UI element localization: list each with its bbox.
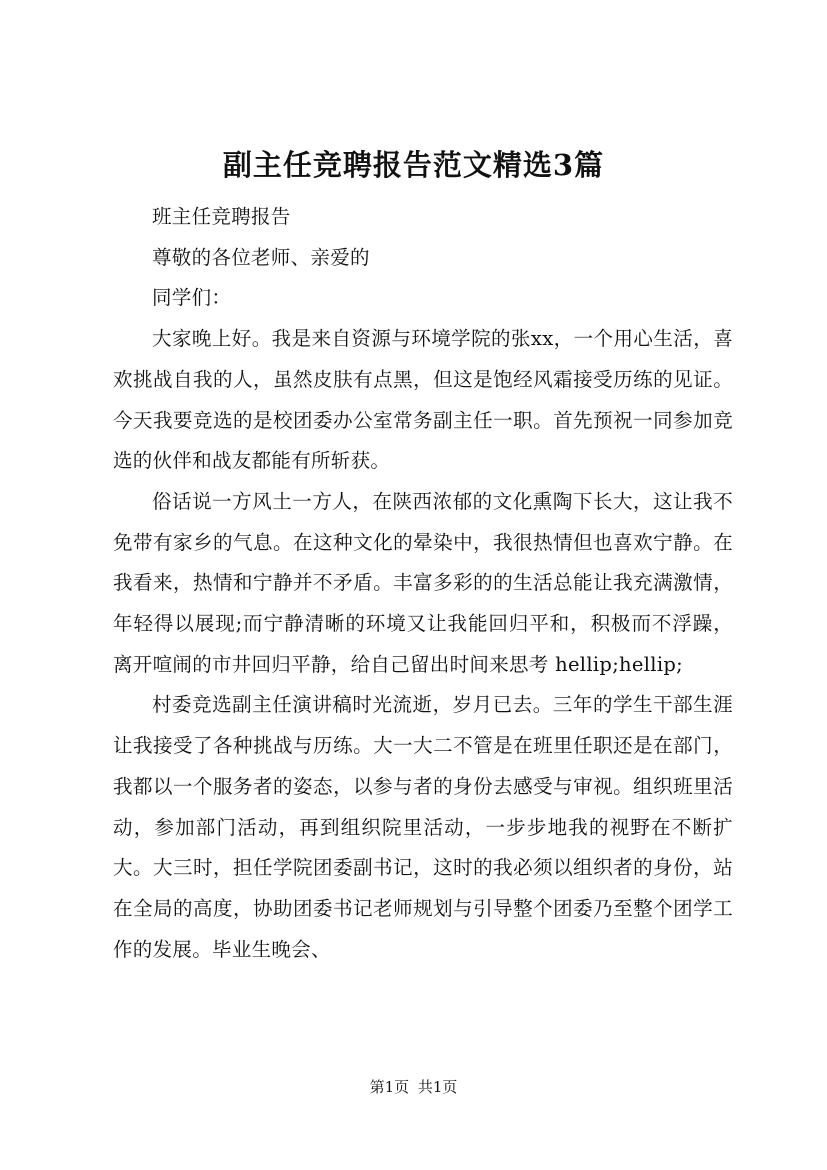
- paragraph: 俗话说一方风土一方人，在陕西浓郁的文化熏陶下长大，这让我不免带有家乡的气息。在这种文化的晕染中，我很热情但也喜欢宁静。在我看来，热情和宁静并不矛盾。丰富多彩的的生活总能让我充满激情，年轻得以展现;而宁静清晰的环境又让我能回归平和，积极而不浮躁，离开喧闹的市井回归平静，给自己留出时间来思考 hellip;hellip;: [113, 489, 733, 676]
- paragraph: 班主任竞聘报告: [152, 205, 291, 228]
- document-title: 副主任竞聘报告范文精选3篇: [222, 148, 605, 182]
- paragraph: 尊敬的各位老师、亲爱的: [152, 245, 370, 269]
- page-footer: [0, 1077, 827, 1097]
- page-number: 第1页: [369, 1078, 410, 1096]
- document-body: [113, 197, 733, 970]
- paragraph: 同学们：: [152, 286, 232, 310]
- page-total: 共1页: [417, 1078, 458, 1096]
- paragraph: 大家晚上好。我是来自资源与环境学院的张xx，一个用心生活，喜欢挑战自我的人，虽然皮肤有点黑，但这是饱经风霜接受历练的见证。今天我要竞选的是校团委办公室常务副主任一职。首先预祝一同参加竞选的伙伴和战友都能有所斩获。: [113, 327, 733, 473]
- paragraph: 村委竞选副主任演讲稿时光流逝，岁月已去。三年的学生干部生涯让我接受了各种挑战与历练。大一大二不管是在班里任职还是在部门，我都以一个服务者的姿态，以参与者的身份去感受与审视。组织班里活动，参加部门活动，再到组织院里活动，一步步地我的视野在不断扩大。大三时，担任学院团委副书记，这时的我必须以组织者的身份，站在全局的高度，协助团委书记老师规划与引导整个团委乃至整个团学工作的发展。毕业生晚会、: [113, 693, 733, 961]
